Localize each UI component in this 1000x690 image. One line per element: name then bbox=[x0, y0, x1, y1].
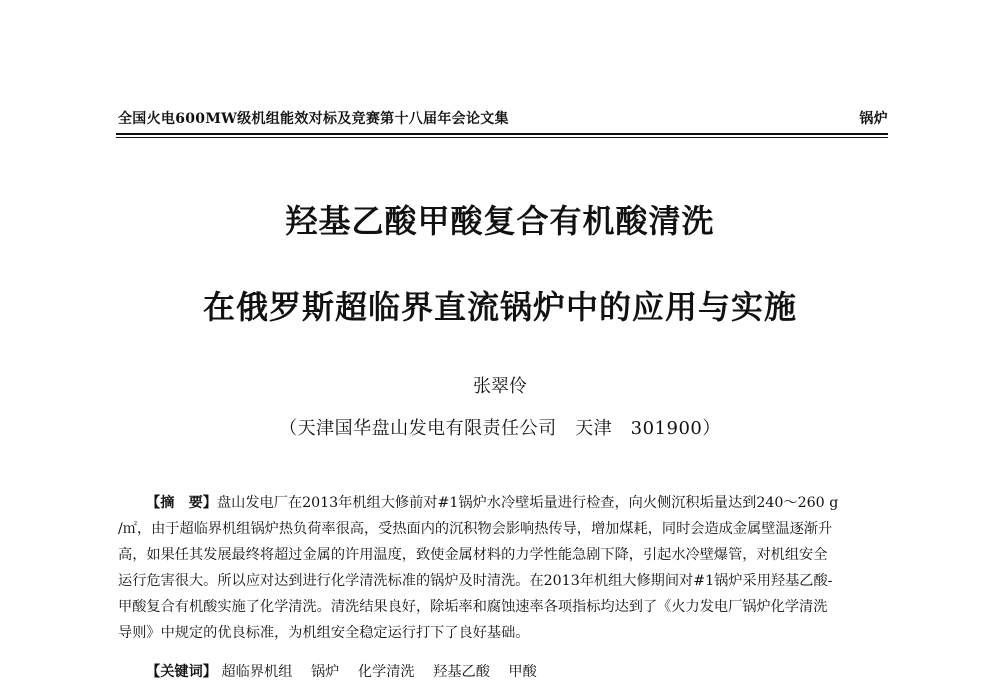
paper-title-line-2: 在俄罗斯超临界直流锅炉中的应用与实施 bbox=[202, 288, 797, 326]
running-header bbox=[118, 108, 888, 134]
keyword: 超临界机组 bbox=[221, 664, 293, 680]
keywords bbox=[146, 660, 886, 684]
abstract-line: 【摘 要】盘山发电厂在2013年机组大修前对#1锅炉水冷壁垢量进行检查，向火侧沉积垢量达到240～260 g bbox=[146, 495, 839, 511]
author-affiliation: （天津国华盘山发电有限责任公司 天津 301900） bbox=[279, 418, 721, 439]
running-header-title: 全国火电600MW级机组能效对标及竞赛第十八届年会论文集 bbox=[118, 111, 509, 127]
keyword: 锅炉 bbox=[310, 664, 340, 680]
paper-title-line-1: 羟基乙酸甲酸复合有机酸清洗 bbox=[285, 202, 715, 240]
keyword: 甲酸 bbox=[508, 664, 537, 680]
abstract-line: 导则》中规定的优良标准，为机组安全稳定运行打下了良好基础。 bbox=[118, 625, 530, 641]
abstract-line: /㎡，由于超临界机组锅炉热负荷率很高，受热面内的沉积物会影响热传导，增加煤耗，同时会造成金属壁温逐渐升 bbox=[118, 521, 833, 537]
abstract bbox=[118, 490, 890, 646]
keywords-label: 【关键词】 bbox=[146, 664, 217, 680]
abstract-line: 甲酸复合有机酸实施了化学清洗。清洗结果良好，除垢率和腐蚀速率各项指标均达到了《火力发电厂锅炉化学清洗 bbox=[118, 599, 828, 615]
keyword: 化学清洗 bbox=[357, 664, 415, 680]
header-rule bbox=[116, 133, 888, 138]
abstract-label: 【摘 要】 bbox=[146, 495, 217, 511]
keyword: 羟基乙酸 bbox=[433, 664, 490, 680]
author-name: 张翠伶 bbox=[473, 376, 527, 397]
abstract-line: 高，如果任其发展最终将超过金属的许用温度，致使金属材料的力学性能急剧下降，引起水冷壁爆管，对机组安全 bbox=[118, 547, 828, 563]
running-header-section: 锅炉 bbox=[859, 111, 888, 127]
abstract-line: 运行危害很大。所以应对达到进行化学清洗标准的锅炉及时清洗。在2013年机组大修期间对#1锅炉采用羟基乙酸- bbox=[118, 573, 833, 589]
